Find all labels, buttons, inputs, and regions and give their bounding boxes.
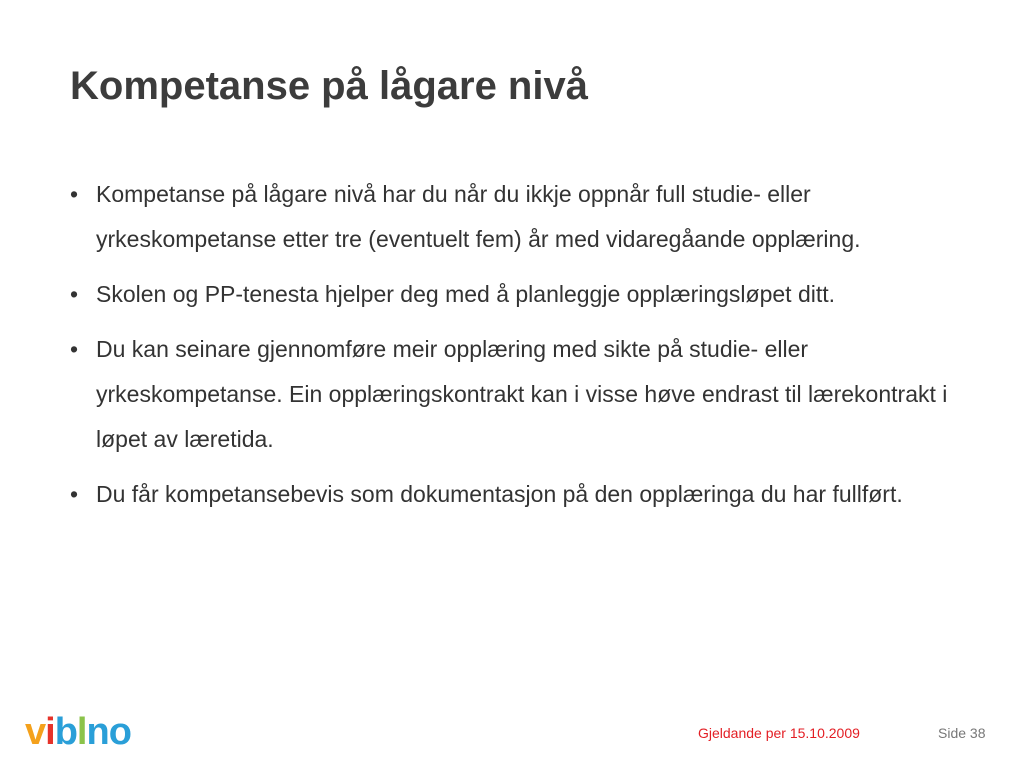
logo-letter: n [86,711,109,753]
bullet-marker: • [70,481,79,507]
logo-letter: v [25,711,46,753]
bullet-text: Du kan seinare gjennomføre meir opplæring med sikte på studie- eller yrkeskompetanse. Ein opplæringskontrakt kan i visse høve endrast til lærekontrakt i løpet av læretida. [96,336,948,452]
slide-title: Kompetanse på lågare nivå [70,64,588,108]
bullet-item [70,472,960,517]
bullet-marker: • [70,181,79,207]
logo-letter: i [45,711,55,753]
logo-letter: b [54,711,77,753]
bullet-list [70,172,960,527]
logo-letter: o [108,711,131,753]
bullet-marker: • [70,281,79,307]
bullet-item [70,272,960,317]
bullet-text: Du får kompetansebevis som dokumentasjon på den opplæringa du har fullført. [96,481,903,507]
bullet-item [70,327,960,462]
page-number: Side 38 [938,725,986,741]
bullet-text: Skolen og PP-tenesta hjelper deg med å planleggje opplæringsløpet ditt. [96,281,836,307]
bullet-marker: • [70,336,79,362]
bullet-text: Kompetanse på lågare nivå har du når du ikkje oppnår full studie- eller yrkeskompetanse etter tre (eventuelt fem) år med vidaregåande opplæring. [96,181,861,252]
bullet-item [70,172,960,262]
logo-letter: l [76,711,87,753]
viblno-logo [25,710,131,754]
footer-date: Gjeldande per 15.10.2009 [698,725,860,741]
